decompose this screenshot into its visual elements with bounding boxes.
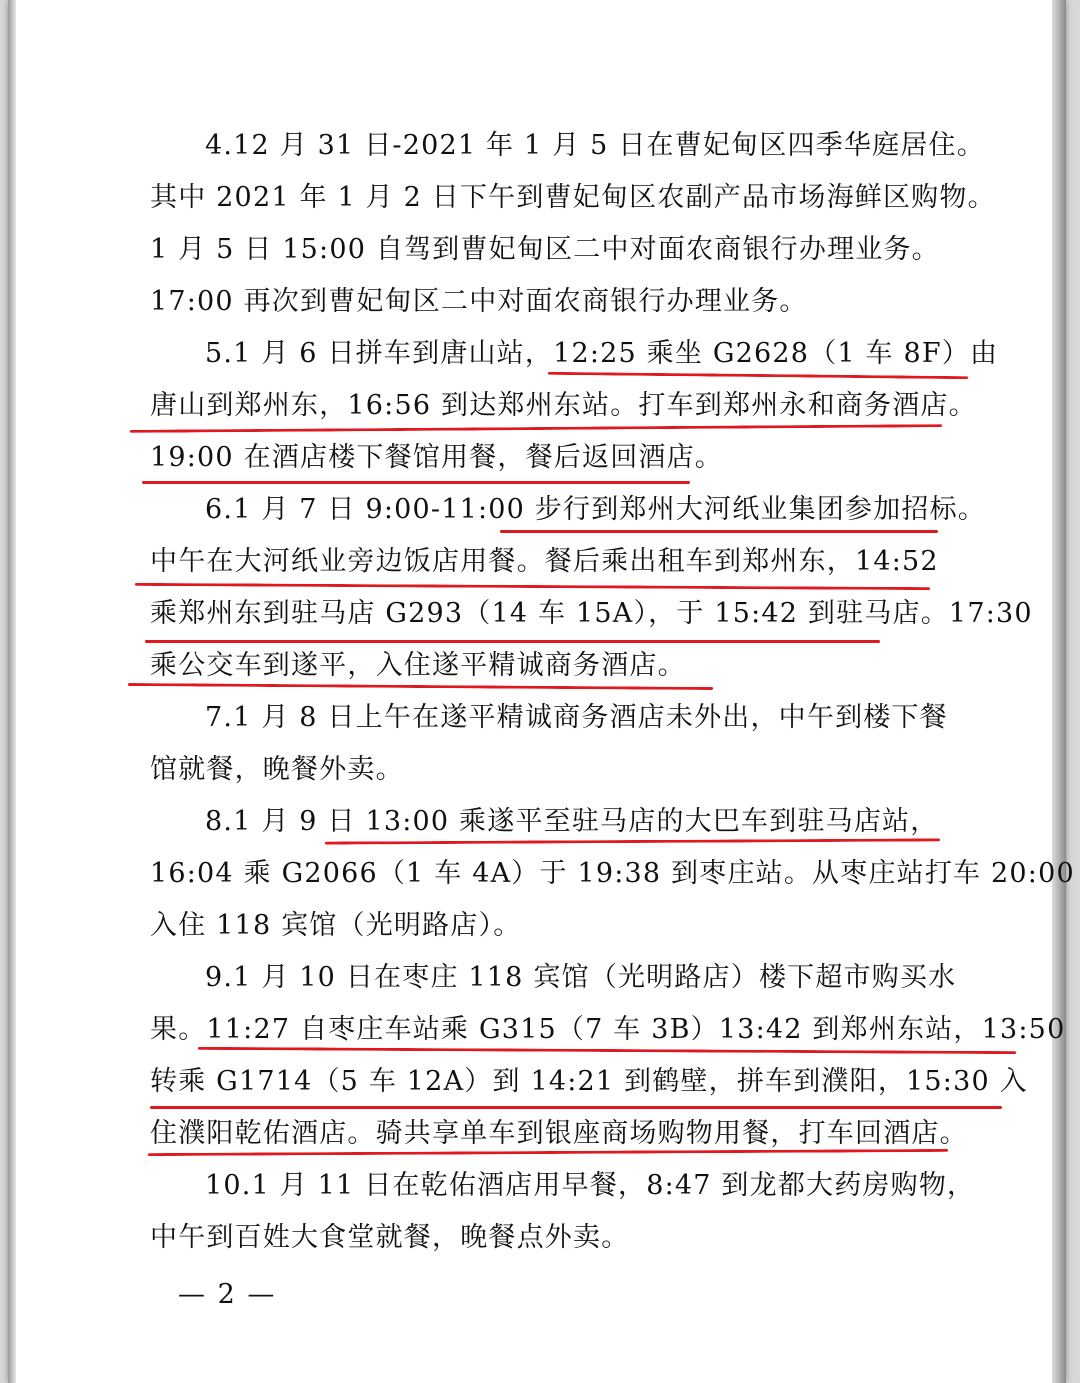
red-underline — [145, 640, 880, 643]
text-line: 19:00 在酒店楼下餐馆用餐，餐后返回酒店。 — [150, 442, 723, 473]
text-line: 5.1 月 6 日拼车到唐山站，12:25 乘坐 G2628（1 车 8F）由 — [205, 338, 999, 369]
text-line: 乘公交车到遂平，入住遂平精诚商务酒店。 — [150, 650, 686, 681]
text-line: 10.1 月 11 日在乾佑酒店用早餐，8:47 到龙都大药房购物， — [205, 1170, 976, 1201]
text-line: 馆就餐，晚餐外卖。 — [150, 754, 404, 785]
text-line: 17:00 再次到曹妃甸区二中对面农商银行办理业务。 — [150, 286, 808, 317]
text-line: 中午到百姓大食堂就餐，晚餐点外卖。 — [150, 1222, 630, 1253]
page-right-edge — [1052, 0, 1066, 1383]
red-underline — [142, 481, 690, 484]
text-line: 6.1 月 7 日 9:00-11:00 步行到郑州大河纸业集团参加招标。 — [205, 494, 986, 525]
page-number: — 2 — — [178, 1279, 277, 1310]
text-line: 入住 118 宾馆（光明路店）。 — [150, 910, 522, 941]
text-line: 1 月 5 日 15:00 自驾到曹妃甸区二中对面农商银行办理业务。 — [150, 234, 940, 265]
text-line: 9.1 月 10 日在枣庄 118 宾馆（光明路店）楼下超市购买水 — [205, 962, 957, 993]
red-underline — [150, 1106, 1002, 1109]
text-line: 转乘 G1714（5 车 12A）到 14:21 到鹤壁，拼车到濮阳，15:30 入 — [150, 1066, 1028, 1097]
page-left-edge — [8, 0, 16, 1383]
text-line: 乘郑州东到驻马店 G293（14 车 15A），于 15:42 到驻马店。17:30 — [150, 598, 1033, 629]
text-line: 4.12 月 31 日-2021 年 1 月 5 日在曹妃甸区四季华庭居住。 — [205, 130, 985, 161]
text-line: 7.1 月 8 日上午在遂平精诚商务酒店未外出，中午到楼下餐 — [205, 702, 948, 733]
text-line: 住濮阳乾佑酒店。骑共享单车到银座商场购物用餐，打车回酒店。 — [150, 1118, 968, 1149]
text-line: 中午在大河纸业旁边饭店用餐。餐后乘出租车到郑州东，14:52 — [150, 546, 939, 577]
text-line: 8.1 月 9 日 13:00 乘遂平至驻马店的大巴车到驻马店站， — [205, 806, 939, 837]
red-underline — [500, 530, 938, 533]
text-line: 唐山到郑州东，16:56 到达郑州东站。打车到郑州永和商务酒店。 — [150, 390, 977, 421]
text-line: 其中 2021 年 1 月 2 日下午到曹妃甸区农副产品市场海鲜区购物。 — [150, 182, 996, 213]
text-line: 16:04 乘 G2066（1 车 4A）于 19:38 到枣庄站。从枣庄站打车 20:00 — [150, 858, 1075, 889]
text-line: 果。11:27 自枣庄车站乘 G315（7 车 3B）13:42 到郑州东站，13:50 — [150, 1014, 1066, 1045]
